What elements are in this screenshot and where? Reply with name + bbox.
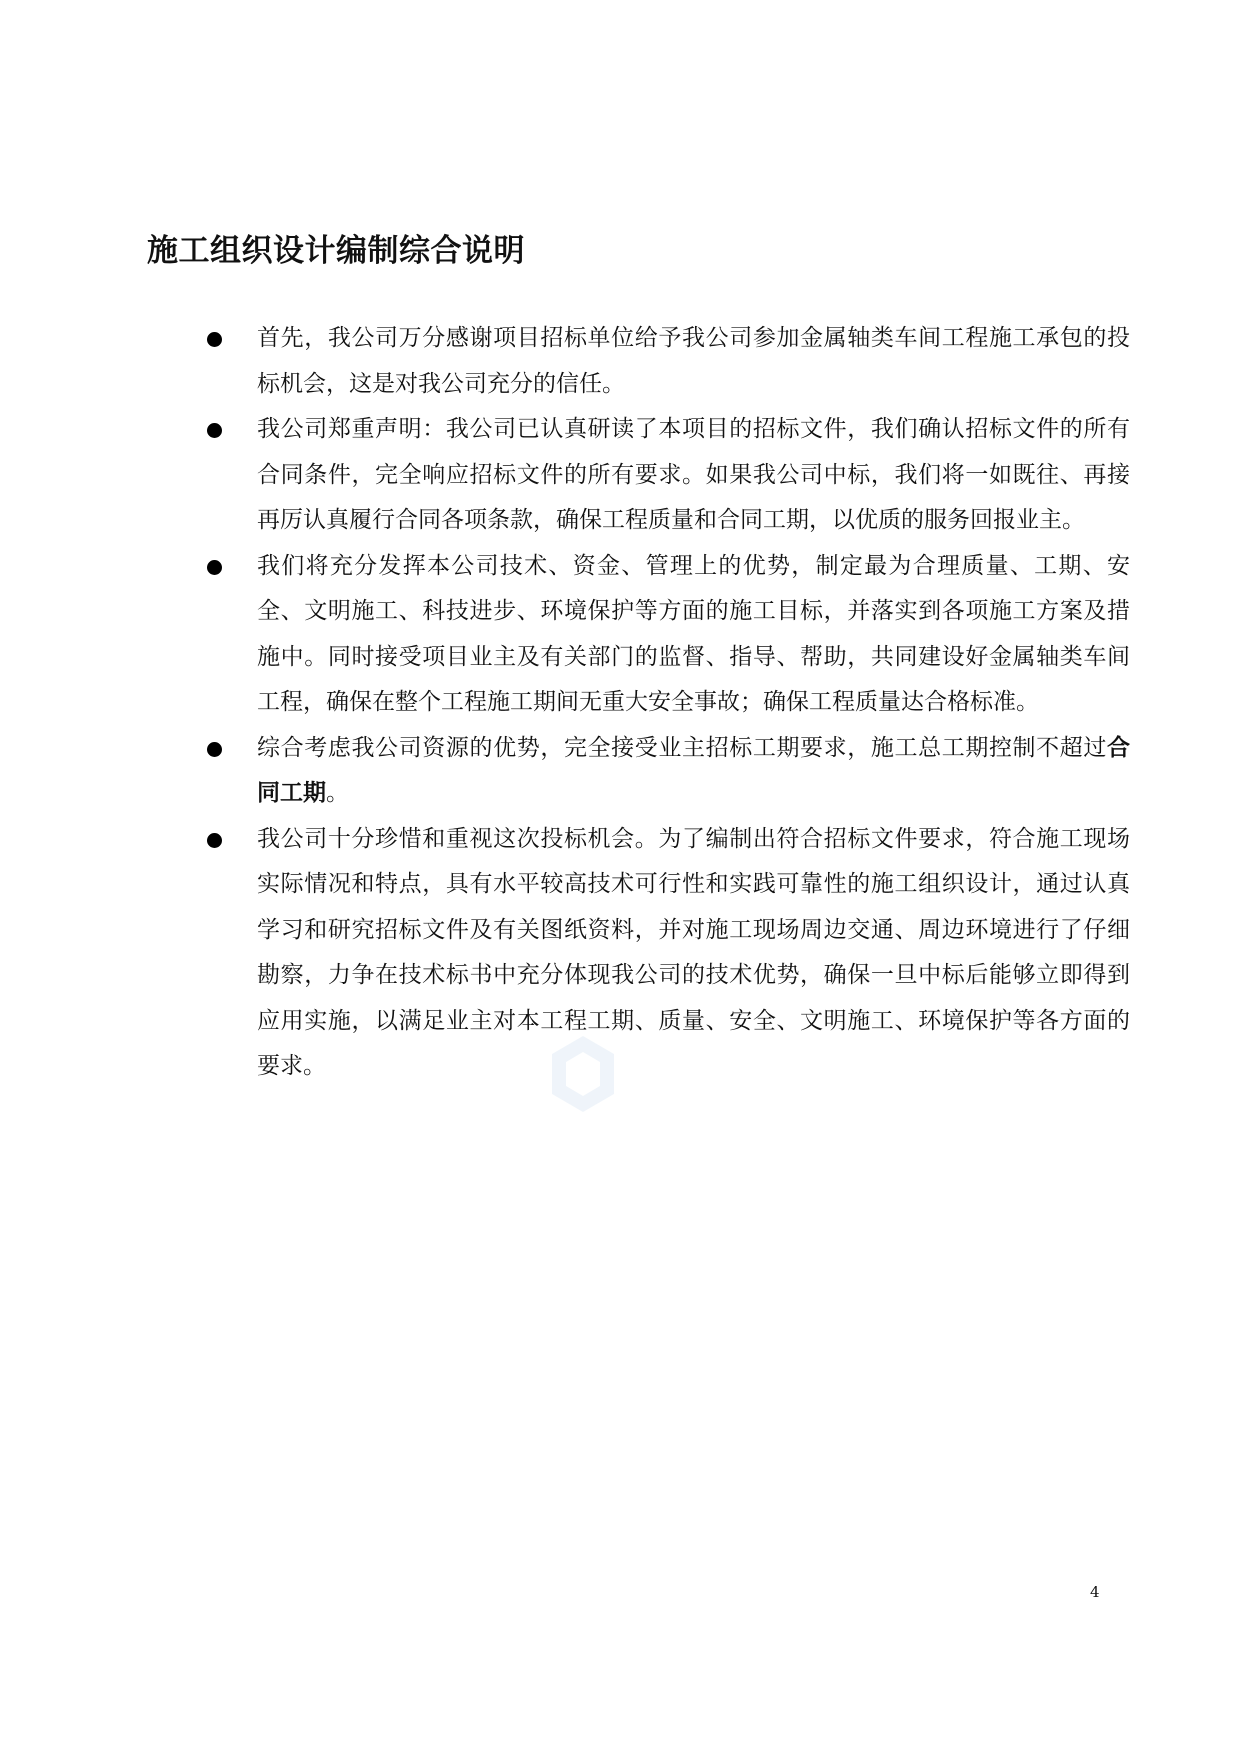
bullet-list xyxy=(200,316,1130,1090)
list-item xyxy=(200,817,1130,1090)
bullet-icon xyxy=(207,423,222,438)
document-title: 施工组织设计编制综合说明 xyxy=(147,233,525,269)
list-item-text: 首先，我公司万分感谢项目招标单位给予我公司参加金属轴类车间工程施工承包的投标机会，这是对我公司充分的信任。 xyxy=(257,325,1130,397)
bullet-icon xyxy=(207,833,222,848)
list-item-text-suffix: 。 xyxy=(326,780,349,806)
bullet-icon xyxy=(207,332,222,347)
bullet-icon xyxy=(207,560,222,575)
list-item-text: 我们将充分发挥本公司技术、资金、管理上的优势，制定最为合理质量、工期、安全、文明施工、科技进步、环境保护等方面的施工目标，并落实到各项施工方案及措施中。同时接受项目业主及有关部门的监督、指导、帮助，共同建设好金属轴类车间工程，确保在整个工程施工期间无重大安全事故；确保工程质量达合格标准。 xyxy=(257,552,1130,715)
list-item-text: 我公司郑重声明：我公司已认真研读了本项目的招标文件，我们确认招标文件的所有合同条件，完全响应招标文件的所有要求。如果我公司中标，我们将一如既往、再接再厉认真履行合同各项条款，确保工程质量和合同工期，以优质的服务回报业主。 xyxy=(257,416,1130,533)
list-item xyxy=(200,407,1130,544)
list-item xyxy=(200,544,1130,726)
contract-period-bold: 合同工期 xyxy=(257,734,1130,806)
list-item xyxy=(200,316,1130,407)
list-item-text xyxy=(257,735,1130,807)
list-item-text: 我公司十分珍惜和重视这次投标机会。为了编制出符合招标文件要求，符合施工现场实际情况和特点，具有水平较高技术可行性和实践可靠性的施工组织设计，通过认真学习和研究招标文件及有关图纸资料，并对施工现场周边交通、周边环境进行了仔细勘察，力争在技术标书中充分体现我公司的技术优势，确保一旦中标后能够立即得到应用实施，以满足业主对本工程工期、质量、安全、文明施工、环境保护等各方面的要求。 xyxy=(257,825,1130,1079)
list-item-text-plain: 综合考虑我公司资源的优势，完全接受业主招标工期要求，施工总工期控制不超过 xyxy=(257,734,1107,761)
page-number: 4 xyxy=(1090,1583,1100,1601)
bullet-icon xyxy=(207,742,222,757)
list-item xyxy=(200,726,1130,817)
